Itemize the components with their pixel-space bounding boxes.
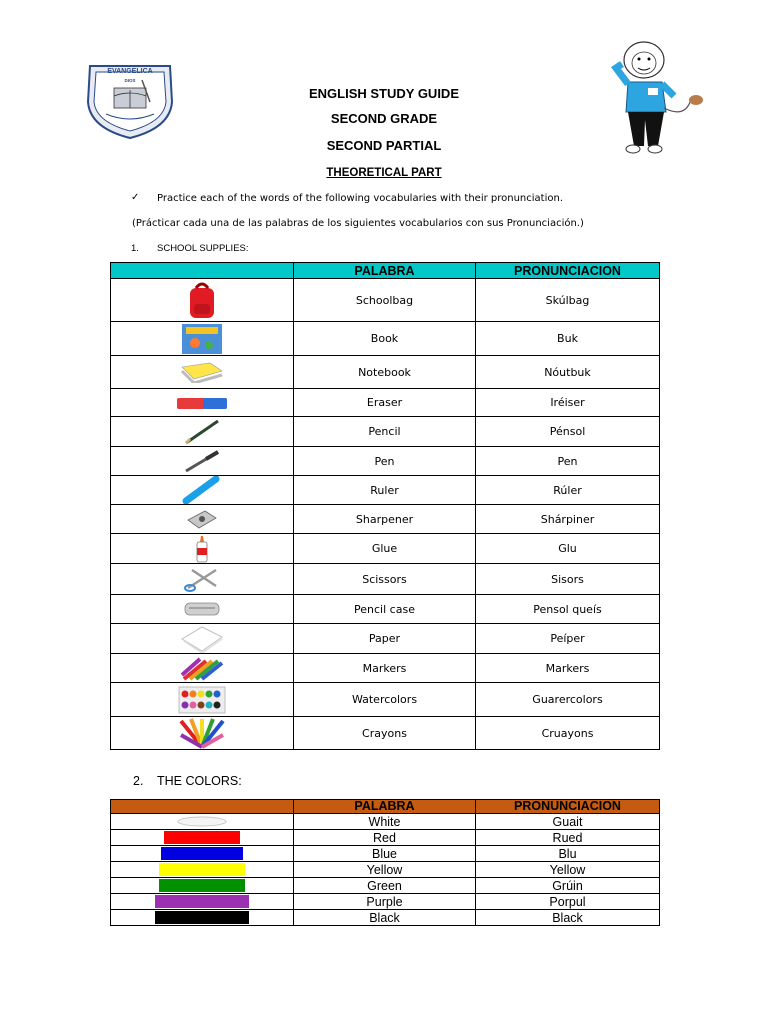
paper-icon [111, 624, 294, 654]
word-cell: Book [294, 322, 476, 356]
word-cell: White [294, 814, 476, 830]
pron-cell: Black [476, 910, 660, 926]
pron-cell: Porpul [476, 894, 660, 910]
word-cell: Black [294, 910, 476, 926]
table-row [111, 814, 660, 830]
table-row [111, 322, 660, 356]
ruler-icon [111, 476, 294, 505]
word-cell: Glue [294, 534, 476, 564]
colors-table [110, 799, 660, 926]
word-cell: Markers [294, 654, 476, 683]
pron-cell: Grúin [476, 878, 660, 894]
title-study-guide: ENGLISH STUDY GUIDE [308, 86, 459, 101]
check-icon: ✓ [131, 192, 140, 203]
table-header-row [111, 263, 660, 279]
glue-icon [111, 534, 294, 564]
table-row [111, 417, 660, 447]
word-cell: Scissors [294, 564, 476, 595]
white-swatch [111, 814, 294, 830]
school-seal-logo [84, 62, 176, 140]
pron-cell: Guait [476, 814, 660, 830]
svg-text:DIOS: DIOS [124, 78, 136, 83]
section-2-title: THE COLORS: [157, 774, 242, 788]
table-row [111, 279, 660, 322]
header-pronunciacion: PRONUNCIACION [476, 263, 660, 279]
word-cell: Paper [294, 624, 476, 654]
red-swatch [111, 830, 294, 846]
pron-cell: Pénsol [476, 417, 660, 447]
header-palabra: PALABRA [294, 263, 476, 279]
subtitle-theoretical: THEORETICAL PART [326, 167, 442, 179]
eraser-icon [111, 389, 294, 417]
header-pronunciacion: PRONUNCIACION [476, 800, 660, 814]
sharpener-icon [111, 505, 294, 534]
svg-text:EVANGELICA: EVANGELICA [107, 68, 153, 75]
pron-cell: Rúler [476, 476, 660, 505]
pron-cell: Rued [476, 830, 660, 846]
table-row [111, 595, 660, 624]
word-cell: Blue [294, 846, 476, 862]
green-swatch [111, 878, 294, 894]
scissors-icon [111, 564, 294, 595]
table-row [111, 447, 660, 476]
pron-cell: Glu [476, 534, 660, 564]
word-cell: Eraser [294, 389, 476, 417]
pen-icon [111, 447, 294, 476]
word-cell: Pen [294, 447, 476, 476]
word-cell: Purple [294, 894, 476, 910]
table-row [111, 564, 660, 595]
markers-icon [111, 654, 294, 683]
pron-cell: Nóutbuk [476, 356, 660, 389]
table-row [111, 654, 660, 683]
table-row [111, 846, 660, 862]
word-cell: Pencil case [294, 595, 476, 624]
pron-cell: Yellow [476, 862, 660, 878]
table-row [111, 683, 660, 717]
table-row [111, 894, 660, 910]
header-palabra: PALABRA [294, 800, 476, 814]
word-cell: Ruler [294, 476, 476, 505]
instruction-line-2: (Prácticar cada una de las palabras de los siguientes vocabularios con sus Pronunciación.) [132, 218, 584, 229]
crayons-icon [111, 717, 294, 750]
yellow-swatch [111, 862, 294, 878]
table-row [111, 476, 660, 505]
table-row [111, 356, 660, 389]
table-header-row [111, 800, 660, 814]
table-row [111, 862, 660, 878]
blue-swatch [111, 846, 294, 862]
title-grade: SECOND GRADE [330, 111, 438, 126]
pron-cell: Shárpiner [476, 505, 660, 534]
table-row [111, 910, 660, 926]
word-cell: Green [294, 878, 476, 894]
word-cell: Pencil [294, 417, 476, 447]
table-row [111, 624, 660, 654]
section-1-title: SCHOOL SUPPLIES: [157, 243, 249, 254]
word-cell: Watercolors [294, 683, 476, 717]
black-swatch [111, 910, 294, 926]
school-supplies-table [110, 262, 660, 750]
book-icon [111, 322, 294, 356]
header-image-cell [111, 800, 294, 814]
pron-cell: Skúlbag [476, 279, 660, 322]
word-cell: Red [294, 830, 476, 846]
word-cell: Schoolbag [294, 279, 476, 322]
table-row [111, 505, 660, 534]
table-row [111, 878, 660, 894]
pencil-case-icon [111, 595, 294, 624]
pron-cell: Sisors [476, 564, 660, 595]
schoolbag-icon [111, 279, 294, 322]
header-image-cell [111, 263, 294, 279]
pron-cell: Peíper [476, 624, 660, 654]
title-partial: SECOND PARTIAL [326, 138, 442, 153]
word-cell: Notebook [294, 356, 476, 389]
pron-cell: Pen [476, 447, 660, 476]
watercolors-icon [111, 683, 294, 717]
table-row [111, 717, 660, 750]
pron-cell: Guarercolors [476, 683, 660, 717]
pron-cell: Pensol queís [476, 595, 660, 624]
word-cell: Crayons [294, 717, 476, 750]
table-row [111, 534, 660, 564]
purple-swatch [111, 894, 294, 910]
notebook-icon [111, 356, 294, 389]
instruction-line-1: Practice each of the words of the following vocabularies with their pronunciation. [157, 193, 564, 204]
section-2-number: 2. [133, 774, 144, 788]
pron-cell: Blu [476, 846, 660, 862]
table-row [111, 389, 660, 417]
pencil-icon [111, 417, 294, 447]
word-cell: Sharpener [294, 505, 476, 534]
section-1-number: 1. [131, 243, 139, 254]
pron-cell: Iréiser [476, 389, 660, 417]
pron-cell: Buk [476, 322, 660, 356]
word-cell: Yellow [294, 862, 476, 878]
table-row [111, 830, 660, 846]
pron-cell: Markers [476, 654, 660, 683]
pron-cell: Cruayons [476, 717, 660, 750]
